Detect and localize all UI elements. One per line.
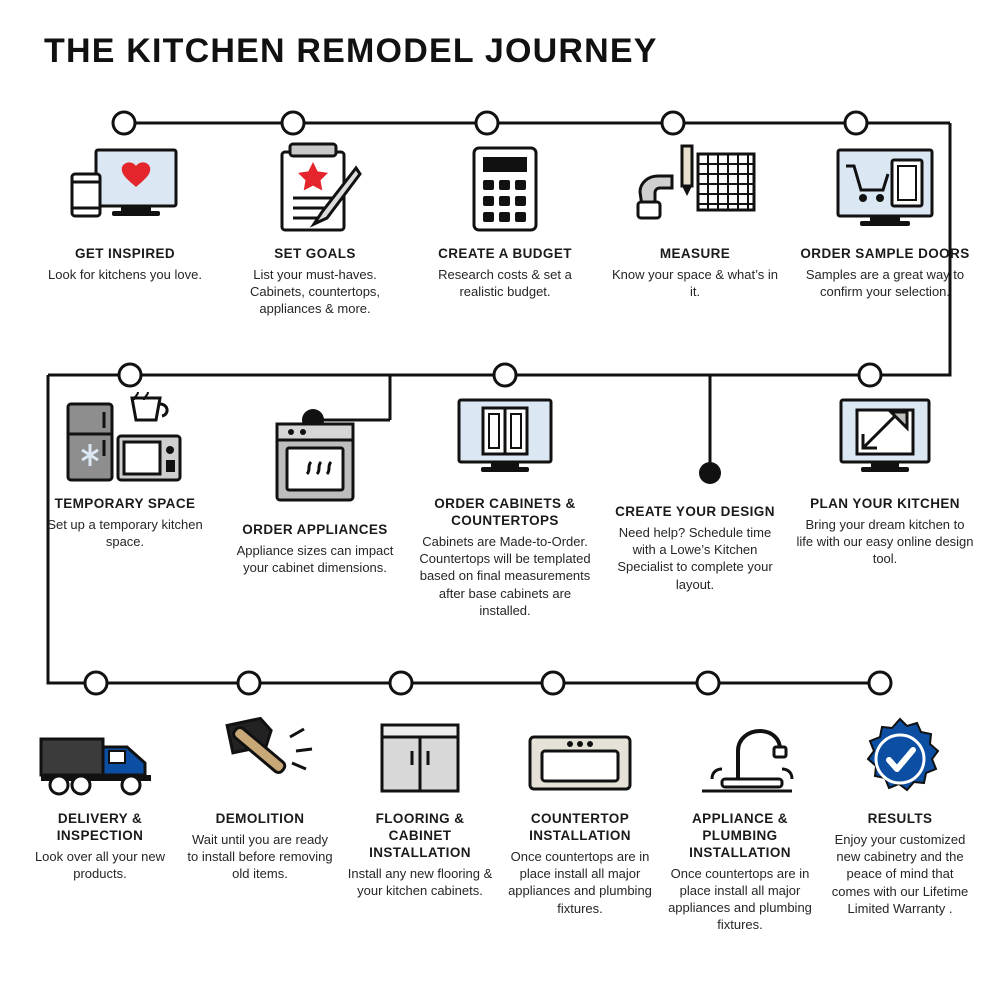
step-description: Need help? Schedule time with a Lowe’s Kitchen Specialist to complete your layout. bbox=[617, 524, 773, 592]
step-delivery-inspection[interactable] bbox=[20, 705, 180, 934]
step-description: Look for kitchens you love. bbox=[48, 266, 202, 282]
step-title: APPLIANCE & PLUMBING INSTALLATION bbox=[689, 811, 791, 860]
step-temporary-space[interactable] bbox=[30, 390, 220, 619]
step-description: Install any new flooring & your kitchen cabinets. bbox=[347, 865, 493, 898]
computer-heart-icon bbox=[36, 140, 214, 236]
step-results[interactable] bbox=[820, 705, 980, 934]
step-title: CREATE A BUDGET bbox=[438, 246, 572, 261]
step-create-a-budget[interactable] bbox=[410, 140, 600, 318]
step-title: DEMOLITION bbox=[215, 811, 305, 826]
step-title: PLAN YOUR KITCHEN bbox=[810, 496, 960, 511]
page-title: THE KITCHEN REMODEL JOURNEY bbox=[44, 32, 658, 70]
step-description: Enjoy your customized new cabinetry and the peace of mind that comes with our Lifetime Limited Warranty . bbox=[831, 831, 969, 916]
step-description: Wait until you are ready to install before removing old items. bbox=[187, 831, 333, 882]
faucet-sink-icon bbox=[666, 705, 814, 801]
mini-fridge-microwave-icon bbox=[36, 390, 214, 486]
step-title: RESULTS bbox=[867, 811, 933, 826]
sledgehammer-icon bbox=[186, 705, 334, 801]
countertop-icon bbox=[506, 705, 654, 801]
calculator-icon bbox=[416, 140, 594, 236]
step-title: ORDER APPLIANCES bbox=[242, 522, 388, 537]
step-title: DELIVERY & INSPECTION bbox=[56, 811, 144, 843]
step-description: Samples are a great way to confirm your selection. bbox=[805, 266, 965, 300]
step-appliance-plumbing-installation[interactable] bbox=[660, 705, 820, 934]
step-title: SET GOALS bbox=[274, 246, 356, 261]
step-description: Research costs & set a realistic budget. bbox=[438, 266, 572, 300]
step-order-sample-doors[interactable] bbox=[790, 140, 980, 318]
step-description: Bring your dream kitchen to life with our easy online design tool. bbox=[796, 516, 974, 567]
tape-measure-icon bbox=[606, 140, 784, 236]
journey-row-2 bbox=[30, 390, 980, 619]
step-title: ORDER SAMPLE DOORS bbox=[800, 246, 970, 261]
step-description: List your must-haves. Cabinets, countertops, appliances & more. bbox=[249, 266, 381, 317]
cart-door-sample-icon bbox=[796, 140, 974, 236]
step-description: Once countertops are in place install all major appliances and plumbing fixtures. bbox=[668, 865, 812, 933]
step-description: Set up a temporary kitchen space. bbox=[47, 516, 203, 550]
step-create-your-design[interactable] bbox=[600, 390, 790, 619]
step-description: Cabinets are Made-to-Order. Countertops will be templated based on final measurements after base cabinets are installed. bbox=[419, 533, 591, 618]
step-title: CREATE YOUR DESIGN bbox=[615, 504, 775, 519]
clipboard-star-icon bbox=[226, 140, 404, 236]
step-order-appliances[interactable] bbox=[220, 390, 410, 619]
step-measure[interactable] bbox=[600, 140, 790, 318]
step-title: GET INSPIRED bbox=[74, 246, 176, 261]
step-description: Know your space & what’s in it. bbox=[612, 266, 778, 300]
step-title: ORDER CABINETS & COUNTERTOPS bbox=[434, 496, 576, 528]
step-get-inspired[interactable] bbox=[30, 140, 220, 318]
journey-row-3 bbox=[20, 705, 980, 934]
check-badge-icon bbox=[826, 705, 974, 801]
cabinet-screen-icon bbox=[416, 390, 594, 486]
step-title: TEMPORARY SPACE bbox=[54, 496, 196, 511]
step-flooring-cabinet-installation[interactable] bbox=[340, 705, 500, 934]
step-description: Look over all your new products. bbox=[34, 848, 166, 882]
step-title: MEASURE bbox=[659, 246, 731, 261]
journey-row-1 bbox=[30, 140, 980, 318]
step-countertop-installation[interactable] bbox=[500, 705, 660, 934]
step-set-goals[interactable] bbox=[220, 140, 410, 318]
step-description: Appliance sizes can impact your cabinet dimensions. bbox=[236, 542, 394, 576]
oven-range-icon bbox=[226, 408, 404, 504]
step-plan-your-kitchen[interactable] bbox=[790, 390, 980, 619]
design-tool-screen-icon bbox=[796, 390, 974, 486]
step-demolition[interactable] bbox=[180, 705, 340, 934]
step-title: COUNTERTOP INSTALLATION bbox=[529, 811, 631, 843]
step-title: FLOORING & CABINET INSTALLATION bbox=[369, 811, 471, 860]
base-cabinet-icon bbox=[346, 705, 494, 801]
step-order-cabinets-countertops[interactable] bbox=[410, 390, 600, 619]
design-specialist-icon bbox=[606, 390, 784, 486]
step-description: Once countertops are in place install all major appliances and plumbing fixtures. bbox=[508, 848, 652, 916]
delivery-truck-icon bbox=[26, 705, 174, 801]
